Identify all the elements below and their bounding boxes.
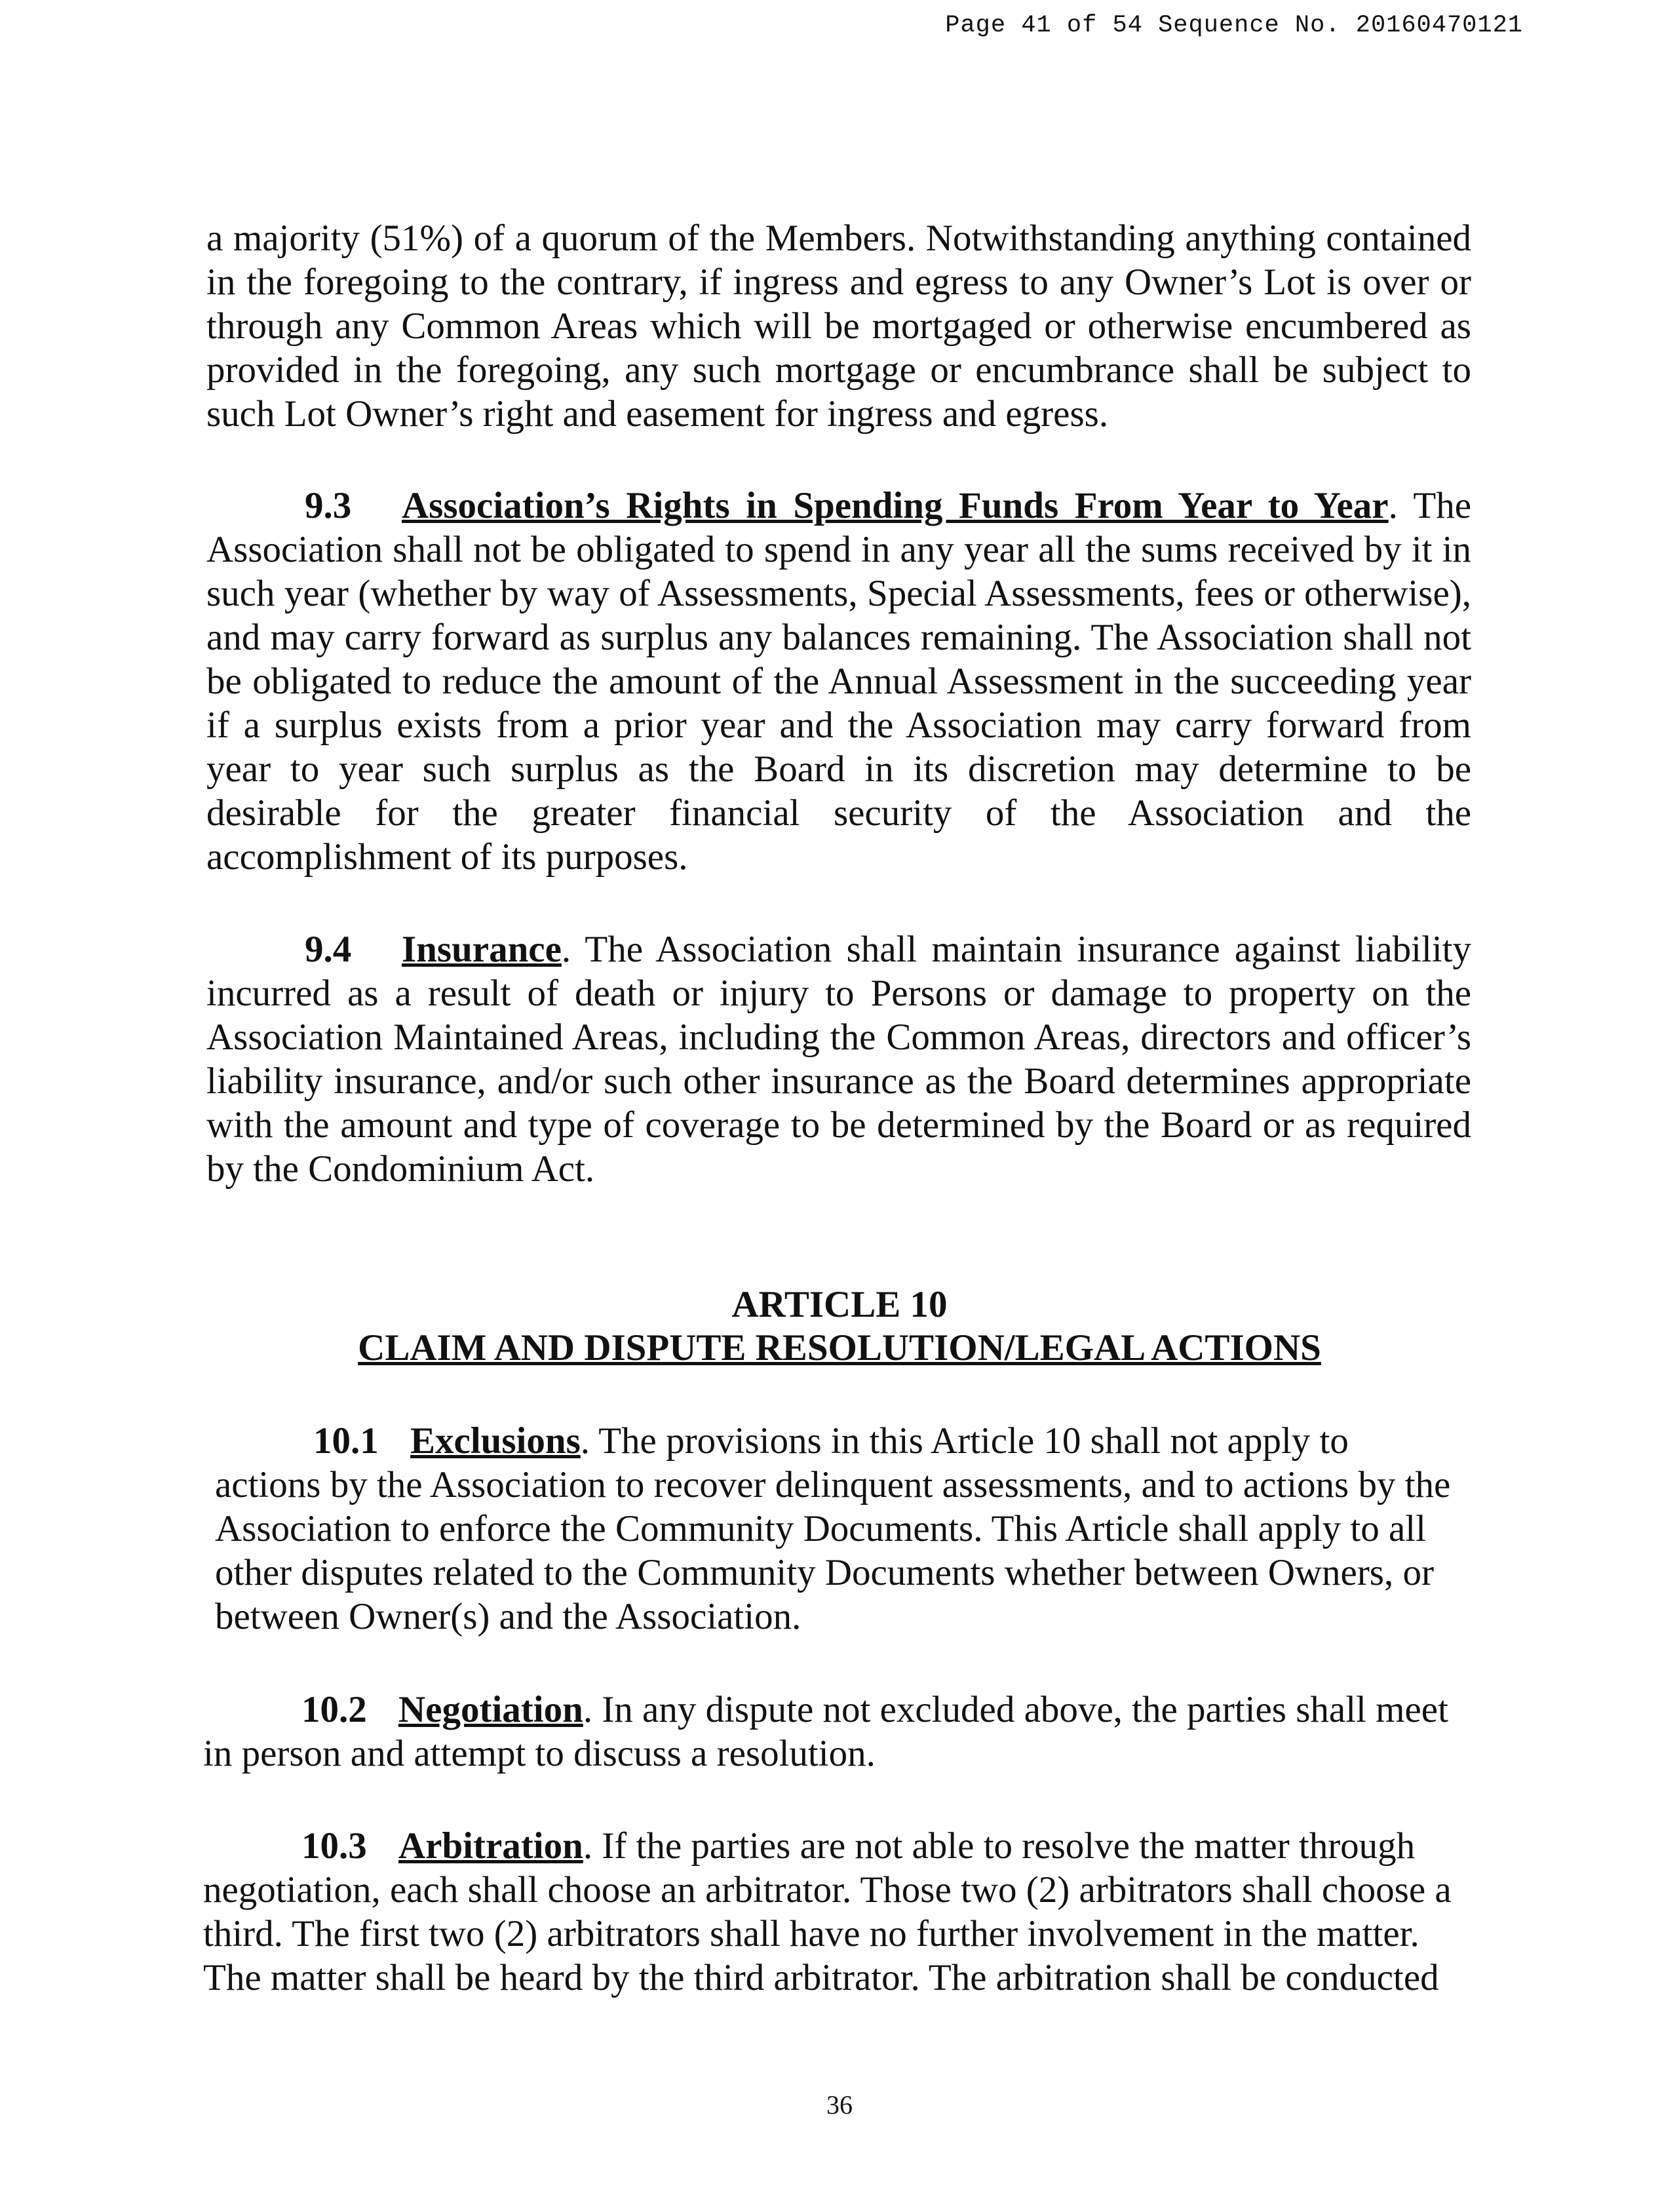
section-title: Arbitration xyxy=(398,1825,583,1867)
article-heading-block xyxy=(0,1283,1679,1370)
section-10-1 xyxy=(215,1419,1460,1639)
section-9-3 xyxy=(206,484,1471,879)
section-title: Association’s Rights in Spending Funds From Year to Year xyxy=(402,485,1389,526)
section-10-2 xyxy=(203,1688,1461,1775)
section-10-3 xyxy=(203,1824,1461,2000)
section-title: Exclusions xyxy=(410,1420,581,1462)
article-heading: ARTICLE 10 xyxy=(731,1284,948,1325)
section-body: . The provisions in this Article 10 shall not apply to actions by the Association to recover delinquent assessments, and to actions by the Association to enforce the Community Documents. This Article shall apply to all other disputes related to the Community Documents whether between Owners, or between Owner(s) and the Association. xyxy=(215,1420,1451,1637)
section-title: Insurance xyxy=(402,929,562,970)
paragraph-continuation: a majority (51%) of a quorum of the Members. Notwithstanding anything contained in the foregoing to the contrary, if ingress and egress to any Owner’s Lot is over or through any Common Areas which will be mortgaged or otherwise encumbered as provided in the foregoing, any such mortgage or encumbrance shall be subject to such Lot Owner’s right and easement for ingress and egress. xyxy=(206,218,1471,435)
section-number: 10.3 xyxy=(301,1825,367,1867)
page-number: 36 xyxy=(826,2090,853,2120)
section-body: . If the parties are not able to resolve the matter through negotiation, each shall choose an arbitrator. Those two (2) arbitrators shall choose a third. The first two (2) arbitrators shall have no further involvement in the matter. The matter shall be heard by the third arbitrator. The arbitration shall be conducted xyxy=(203,1825,1452,1998)
section-number: 10.2 xyxy=(301,1689,367,1730)
section-body: . The Association shall maintain insurance against liability incurred as a result of death or injury to Persons or damage to property on the Association Maintained Areas, including the Common Areas, directors and officer’s liability insurance, and/or such other insurance as the Board determines appropriate with the amount and type of coverage to be determined by the Board or as required by the Condominium Act. xyxy=(206,929,1471,1190)
section-number: 9.3 xyxy=(305,485,352,526)
section-body: . The Association shall not be obligated to spend in any year all the sums received by it in such year (whether by way of Assessments, Special Assessments, fees or otherwise), and may carry forward as surplus any balances remaining. The Association shall not be obligated to reduce the amount of the Annual Assessment in the succeeding year if a surplus exists from a prior year and the Association may carry forward from year to year such surplus as the Board in its discretion may determine to be desirable for the greater financial security of the Association and the accomplishment of its purposes. xyxy=(206,485,1471,878)
section-9-4 xyxy=(206,927,1471,1191)
page-sequence-header: Page 41 of 54 Sequence No. 20160470121 xyxy=(945,12,1523,39)
section-number: 10.1 xyxy=(313,1420,379,1462)
article-title: CLAIM AND DISPUTE RESOLUTION/LEGAL ACTIONS xyxy=(358,1327,1321,1368)
section-body: . In any dispute not excluded above, the parties shall meet in person and attempt to discuss a resolution. xyxy=(203,1689,1448,1774)
section-title: Negotiation xyxy=(398,1689,583,1730)
section-number: 9.4 xyxy=(305,929,352,970)
